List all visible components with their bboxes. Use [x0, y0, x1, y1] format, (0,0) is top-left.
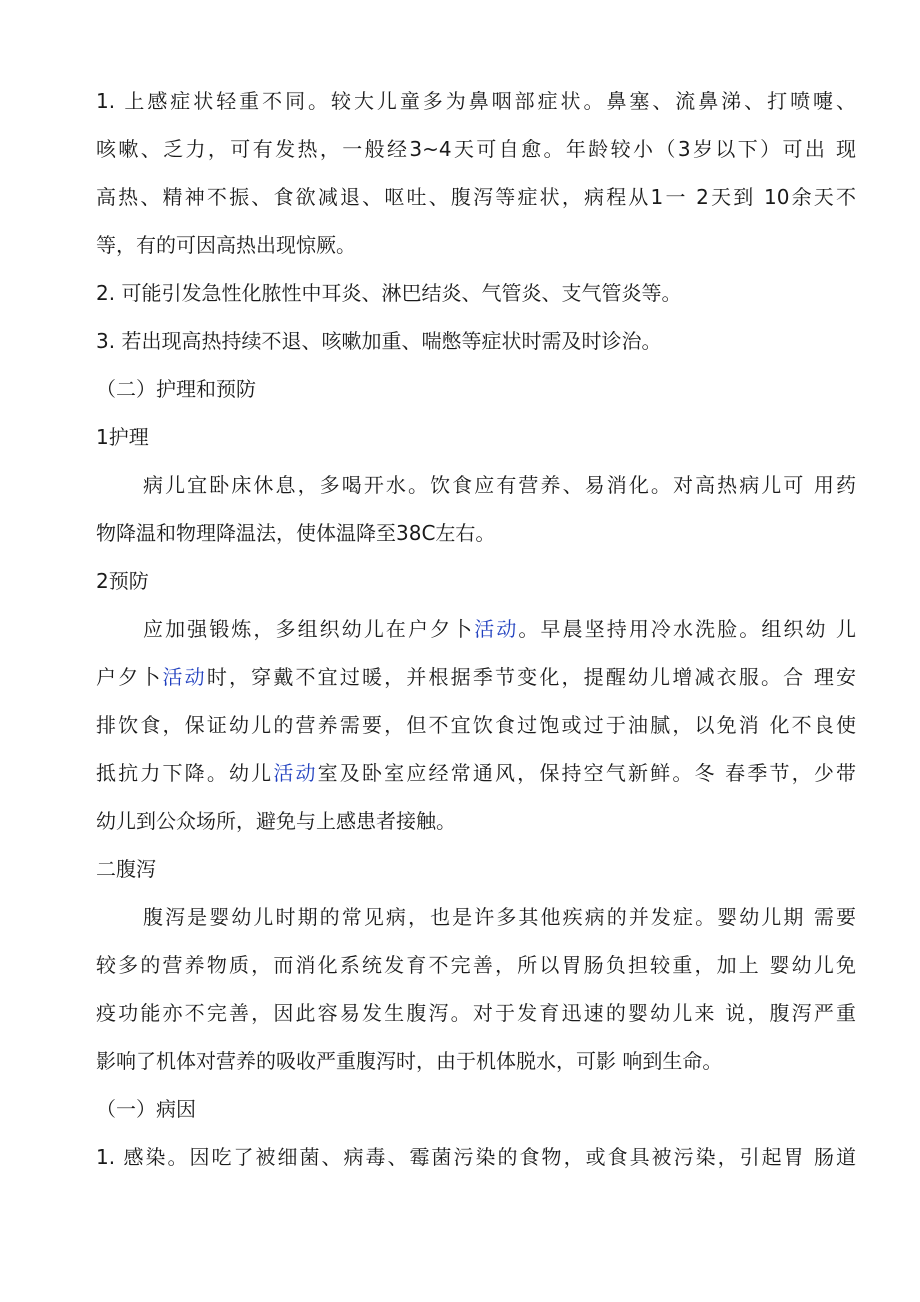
text-segment: 时，穿戴不宜过暖，并根据季节变化，提醒幼儿增减衣服。合 理安 [206, 665, 857, 689]
section-heading: （二）护理和预防 [96, 377, 256, 401]
text-segment: 应加强锻炼，多组织幼儿在户夕卜 [143, 617, 475, 641]
text-line [96, 758, 856, 788]
text-segment: 。早晨坚持用冷水洗脸。组织幼 儿 [518, 617, 857, 641]
subsection-heading: 1护理 [96, 425, 149, 449]
text-segment: 户夕卜 [96, 665, 163, 689]
text-segment: 室及卧室应经常通风，保持空气新鲜。冬 春季节，少带 [317, 761, 857, 785]
text-line: 疫功能亦不完善，因此容易发生腹泻。对于发育迅速的婴幼儿来 说，腹泻严重 [96, 1001, 856, 1025]
text-line: 等，有的可因高热出现惊厥。 [96, 233, 356, 257]
text-segment: 抵抗力下降。幼儿 [96, 761, 274, 785]
text-line: 影响了机体对营养的吸收严重腹泻时，由于机体脱水，可影 响到生命。 [96, 1049, 723, 1073]
subsection-heading: 2预防 [96, 569, 149, 593]
text-line: 1. 感染。因吃了被细菌、病毒、霉菌污染的食物，或食具被污染，引起胃 肠道 [96, 1145, 856, 1169]
activity-link[interactable]: 活动 [474, 617, 519, 641]
text-line [96, 662, 856, 692]
section-heading: （一）病因 [96, 1097, 196, 1121]
text-line: 3. 若出现高热持续不退、咳嗽加重、喘憋等症状时需及时诊治。 [96, 329, 662, 353]
text-line: 物降温和物理降温法，使体温降至38C左右。 [96, 521, 496, 545]
text-line: 高热、精神不振、食欲减退、呕吐、腹泻等症状，病程从1一 2天到 10余天不 [96, 185, 856, 209]
text-line: 1. 上感症状轻重不同。较大儿童多为鼻咽部症状。鼻塞、流鼻涕、打喷嚏、 [96, 89, 856, 113]
text-line: 病儿宜卧床休息，多喝开水。饮食应有营养、易消化。对高热病儿可 用药 [143, 473, 856, 497]
text-line: 腹泻是婴幼儿时期的常见病，也是许多其他疾病的并发症。婴幼儿期 需要 [143, 905, 856, 929]
text-line: 2. 可能引发急性化脓性中耳炎、淋巴结炎、气管炎、支气管炎等。 [96, 281, 682, 305]
text-line: 排饮食，保证幼儿的营养需要，但不宜饮食过饱或过于油腻，以免消 化不良使 [96, 713, 856, 737]
section-heading: 二腹泻 [96, 857, 156, 881]
text-line [143, 614, 856, 644]
text-line: 幼儿到公众场所，避免与上感患者接触。 [96, 809, 456, 833]
text-line: 较多的营养物质，而消化系统发育不完善，所以胃肠负担较重，加上 婴幼儿免 [96, 953, 856, 977]
activity-link[interactable]: 活动 [162, 665, 207, 689]
text-line: 咳嗽、乏力，可有发热，一般经3~4天可自愈。年龄较小（3岁以下）可出 现 [96, 137, 856, 161]
activity-link[interactable]: 活动 [273, 761, 318, 785]
